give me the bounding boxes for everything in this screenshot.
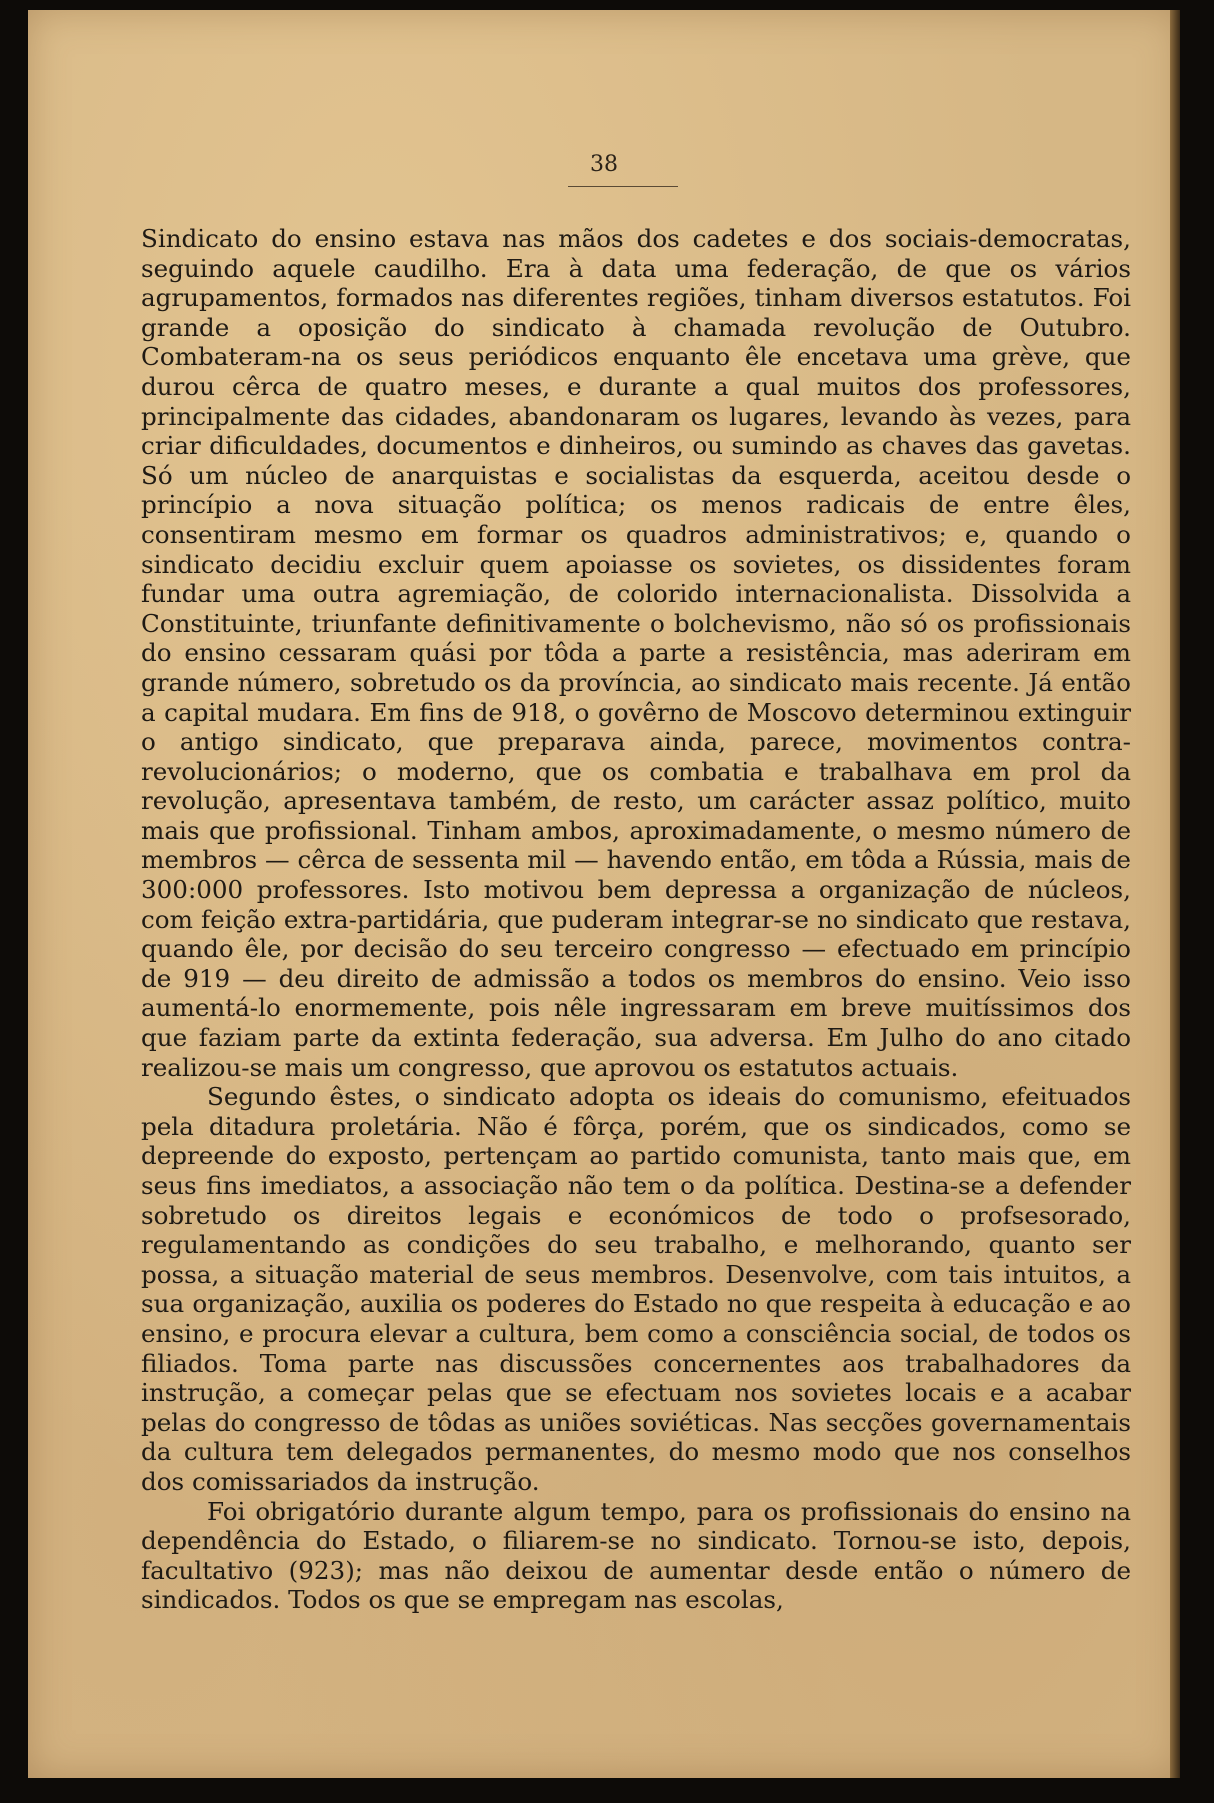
book-spine-edge [1170, 10, 1180, 1778]
book-page [28, 10, 1180, 1778]
page-number: 38 [590, 152, 618, 177]
body-text [141, 224, 1131, 1615]
page-number-rule [568, 186, 678, 187]
paragraph-2: Segundo êstes, o sindicato adopta os ideais do comunismo, efeituados pela ditadura proletária. Não é fôrça, porém, que os sindicados, como se depreende do exposto, pertençam ao partido comunista, tanto mais que, em seus fins imediatos, a associação não tem o da política. Destina-se a defender sobretudo os direitos legais e económicos de todo o profsesorado, regulamentando as condições do seu trabalho, e melhorando, quanto ser possa, a situação material de seus membros. Desenvolve, com tais intuitos, a sua organização, auxilia os poderes do Estado no que respeita à educação e ao ensino, e procura elevar a cultura, bem como a consciência social, de todos os filiados. Toma parte nas discussões concernentes aos trabalhadores da instrução, a começar pelas que se efectuam nos sovietes locais e a acabar pelas do congresso de tôdas as uniões soviéticas. Nas secções governamentais da cultura tem delegados permanentes, do mesmo modo que nos conselhos dos comissariados da instrução. [141, 1082, 1131, 1496]
paragraph-3: Foi obrigatório durante algum tempo, para os profissionais do ensino na dependência do Estado, o filiarem-se no sindicato. Tornou-se isto, depois, facultativo (923); mas não deixou de aumentar desde então o número de sindicados. Todos os que se empregam nas escolas, [141, 1496, 1131, 1615]
paragraph-1: Sindicato do ensino estava nas mãos dos cadetes e dos sociais-democratas, seguindo aquele caudilho. Era à data uma federação, de que os vários agrupamentos, formados nas diferentes regiões, tinham diversos estatutos. Foi grande a oposição do sindicato à chamada revolução de Outubro. Combateram-na os seus periódicos enquanto êle encetava uma grève, que durou cêrca de quatro meses, e durante a qual muitos dos professores, principalmente das cidades, abandonaram os lugares, levando às vezes, para criar dificuldades, documentos e dinheiros, ou sumindo as chaves das gavetas. Só um núcleo de anarquistas e socialistas da esquerda, aceitou desde o princípio a nova situação política; os menos radicais de entre êles, consentiram mesmo em formar os quadros administrativos; e, quando o sindicato decidiu excluir quem apoiasse os sovietes, os dissidentes foram fundar uma outra agremiação, de colorido internacionalista. Dissolvida a Constituinte, triunfante definitivamente o bolchevismo, não só os profissionais do ensino cessaram quási por tôda a parte a resistência, mas aderiram em grande número, sobretudo os da província, ao sindicato mais recente. Já então a capital mudara. Em fins de 918, o govêrno de Moscovo determinou extinguir o antigo sindicato, que preparava ainda, parece, movimentos contra-revolucionários; o moderno, que os combatia e trabalhava em prol da revolução, apresentava também, de resto, um carácter assaz político, muito mais que profissional. Tinham ambos, aproximadamente, o mesmo número de membros — cêrca de sessenta mil — havendo então, em tôda a Rússia, mais de 300:000 professores. Isto motivou bem depressa a organização de núcleos, com feição extra-partidária, que puderam integrar-se no sindicato que restava, quando êle, por decisão do seu terceiro congresso — efectuado em princípio de 919 — deu direito de admissão a todos os membros do ensino. Veio isso aumentá-lo enormemente, pois nêle ingressaram em breve muitíssimos dos que faziam parte da extinta federação, sua adversa. Em Julho do ano citado realizou-se mais um congresso, que aprovou os estatutos actuais. [141, 224, 1131, 1082]
